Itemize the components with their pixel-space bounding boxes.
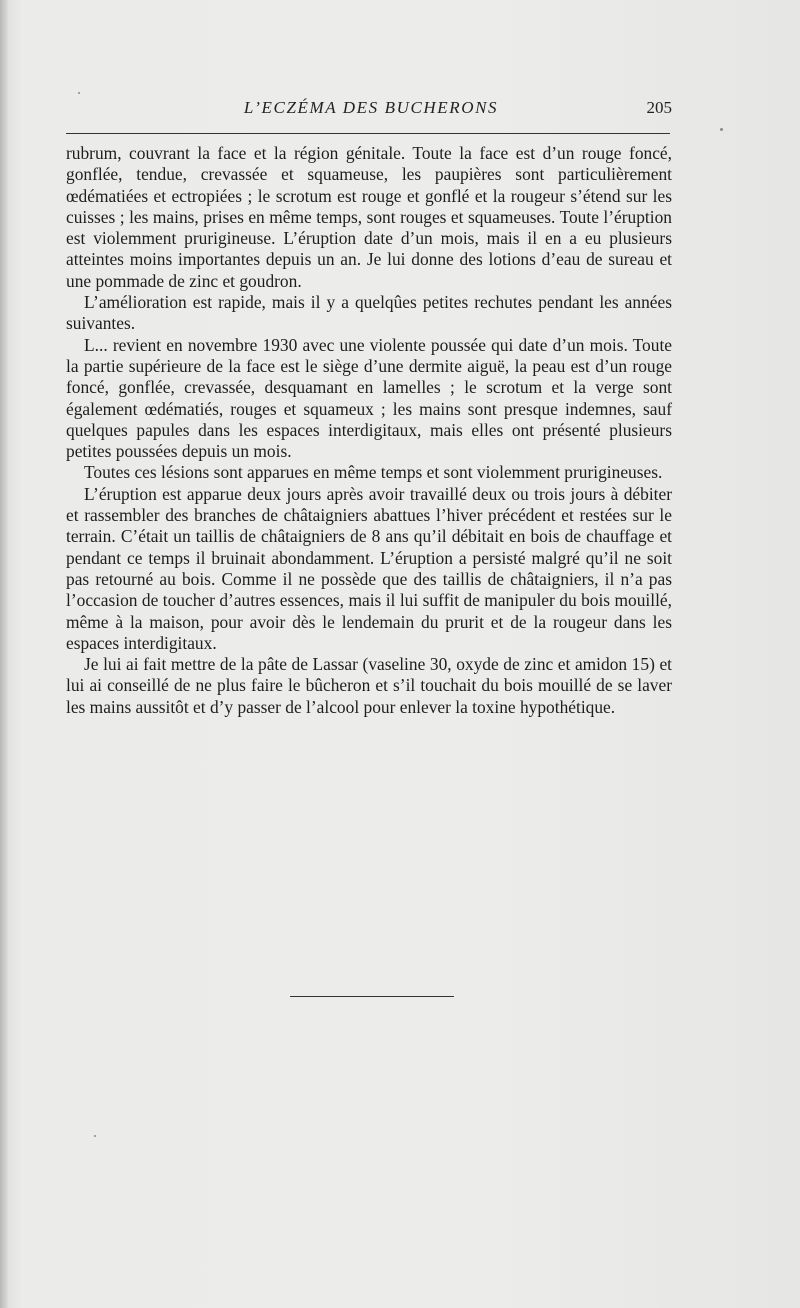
- header-rule: [66, 133, 670, 134]
- page-header: [66, 98, 676, 126]
- paragraph-5: L’éruption est apparue deux jours après avoir travaillé deux ou trois jours à débiter et rassembler des branches de châtaigniers abattues l’hiver précédent et restées sur le terrain. C’était un taillis de châtaigniers de 8 ans qu’il débitait en bois de chauffage et pendant ce temps il bruinait abondamment. L’éruption a persisté malgré qu’il ne soit pas retourné au bois. Comme il ne possède que des taillis de châtaigniers, il n’a pas l’occasion de toucher d’autres essences, mais il lui suffit de manipuler du bois mouillé, même à la maison, pour avoir dès le lendemain du prurit et de la rougeur dans les espaces interdigitaux.: [66, 483, 672, 653]
- running-title: L’ECZÉMA DES BUCHERONS: [243, 98, 499, 117]
- paper-speck: [78, 92, 80, 94]
- page-spine-shadow: [0, 0, 8, 1308]
- paragraph-3: L... revient en novembre 1930 avec une violente poussée qui date d’un mois. Toute la partie supérieure de la face est le siège d’une dermite aiguë, la peau est d’un rouge foncé, gonflée, crevassée, desquamant en lamelles ; le scrotum et la verge sont également œdématiés, rouges et squameux ; les mains sont presque indemnes, sauf quelques papules dans les espaces interdigitaux, mais elles ont présenté plusieurs petites poussées depuis un mois.: [66, 334, 672, 462]
- paper-speck: [720, 128, 723, 131]
- paragraph-1: rubrum, couvrant la face et la région génitale. Toute la face est d’un rouge foncé, gonflée, tendue, crevassée et squameuse, les paupières sont particulièrement œdématiées et ectropiées ; le scrotum est rouge et gonflé et la rougeur s’étend sur les cuisses ; les mains, prises en même temps, sont rouges et squameuses. Toute l’éruption est violemment prurigineuse. L’éruption date d’un mois, mais il en a eu plusieurs atteintes moins importantes depuis un an. Je lui donne des lotions d’eau de sureau et une pommade de zinc et goudron.: [66, 143, 672, 291]
- paper-speck: [94, 1135, 96, 1137]
- page-number: 205: [646, 98, 672, 117]
- paragraph-6: Je lui ai fait mettre de la pâte de Lassar (vaseline 30, oxyde de zinc et amidon 15) et lui ai conseillé de ne plus faire le bûcheron et s’il touchait du bois mouillé de se laver les mains aussitôt et d’y passer de l’alcool pour enlever la toxine hypothétique.: [66, 654, 672, 717]
- paragraph-4: Toutes ces lésions sont apparues en même temps et sont violemment prurigineuses.: [84, 462, 663, 483]
- end-rule: [290, 996, 454, 997]
- paragraph-2: L’amélioration est rapide, mais il y a quelqûes petites rechutes pendant les années suivantes.: [66, 292, 672, 334]
- body-text: [66, 143, 672, 718]
